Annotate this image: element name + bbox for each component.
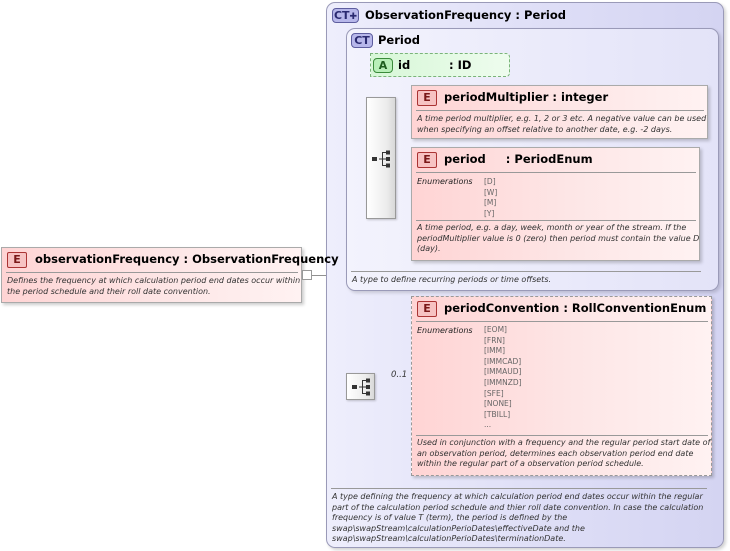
attribute-id-box[interactable] — [370, 53, 510, 77]
enum-value: [SFE] — [484, 388, 504, 398]
enum-value: [FRN] — [484, 335, 505, 345]
inner-type-title: Period — [378, 33, 420, 47]
element-badge: E — [417, 301, 437, 317]
attribute-type: : ID — [449, 58, 472, 72]
period-divider-top — [416, 172, 696, 173]
period-enum-label: Enumerations — [417, 177, 473, 186]
period-multiplier-divider — [416, 110, 704, 111]
enum-value: [EOM] — [484, 325, 507, 334]
enum-value: [D] — [484, 177, 496, 186]
sequence-compositor-icon — [351, 378, 373, 396]
enum-value: [IMM] — [484, 346, 506, 356]
period-convention-element[interactable] — [411, 296, 712, 476]
enum-value: [M] — [484, 198, 497, 208]
period-multiplier-element[interactable] — [411, 85, 708, 139]
cardinality-label: 0..1 — [391, 370, 408, 380]
enum-value: [Y] — [484, 208, 495, 218]
root-element-title: observationFrequency : ObservationFrequency — [35, 252, 339, 266]
period-convention-enum-list — [484, 325, 522, 431]
period-convention-description: Used in conjunction with a frequency and the regular period start date of an observation period, determines each observation period end date within the regular part of a observation period schedule. — [417, 438, 711, 468]
root-element-divider — [6, 272, 298, 273]
complex-type-badge: CT — [351, 33, 373, 48]
root-element-description: Defines the frequency at which calculation period end dates occur within the period schedule and their roll date convention. — [7, 276, 301, 296]
period-description: A time period, e.g. a day, week, month or year of the stream. If the periodMultiplier value is 0 (zero) then period must contain the value D (day). — [417, 223, 700, 253]
enum-value: [IMMNZD] — [484, 377, 522, 387]
attribute-badge: A — [373, 58, 393, 73]
inner-desc-divider — [351, 271, 701, 272]
period-convention-divider-bottom — [416, 435, 708, 436]
period-multiplier-title: periodMultiplier : integer — [444, 90, 609, 104]
inner-type-description: A type to define recurring periods or time offsets. — [352, 275, 552, 284]
element-badge: E — [417, 152, 437, 168]
complex-type-extension-icon: CT✚ — [333, 9, 358, 22]
element-badge: E — [417, 90, 437, 106]
observation-frequency-element[interactable] — [1, 247, 339, 303]
outer-type-description: A type defining the frequency at which calculation period end dates occur within the regular part of the calculation period schedule and thier roll date convention. In case the calculation frequency is of value T (term), the period is defined by the swap\swapStream\calculationPerioDates\effectiveDate and the swap\swapStream\calculationPerioDates\terminationDate. — [332, 492, 704, 543]
sequence-compositor-outer[interactable] — [346, 373, 375, 400]
period-enum-list — [484, 177, 497, 219]
attribute-name: id — [398, 58, 411, 72]
period-convention-enum-label: Enumerations — [417, 326, 473, 335]
period-divider-bottom — [416, 220, 696, 221]
period-convention-divider-top — [416, 321, 708, 322]
period-convention-title: periodConvention : RollConventionEnum — [444, 301, 707, 315]
enum-value: [TBILL] — [484, 409, 511, 419]
period-title — [444, 152, 593, 166]
enum-value: [W] — [484, 187, 498, 197]
outer-desc-divider — [331, 488, 707, 489]
sequence-compositor-inner[interactable] — [366, 97, 396, 219]
enum-value: [NONE] — [484, 399, 512, 409]
enum-value: [IMMAUD] — [484, 367, 522, 377]
sequence-compositor-icon — [371, 150, 393, 168]
element-badge: E — [7, 252, 27, 268]
outer-type-title: ObservationFrequency : Period — [365, 8, 566, 22]
enum-value: ... — [484, 420, 492, 430]
expand-collapse-toggle[interactable] — [302, 270, 312, 280]
enum-value: [IMMCAD] — [484, 356, 522, 366]
period-element[interactable] — [411, 147, 700, 261]
period-title-text: period : PeriodEnum — [444, 152, 593, 166]
period-multiplier-description: A time period multiplier, e.g. 1, 2 or 3 etc. A negative value can be used when specifying an offset relative to another date, e.g. -2 days. — [417, 114, 707, 134]
